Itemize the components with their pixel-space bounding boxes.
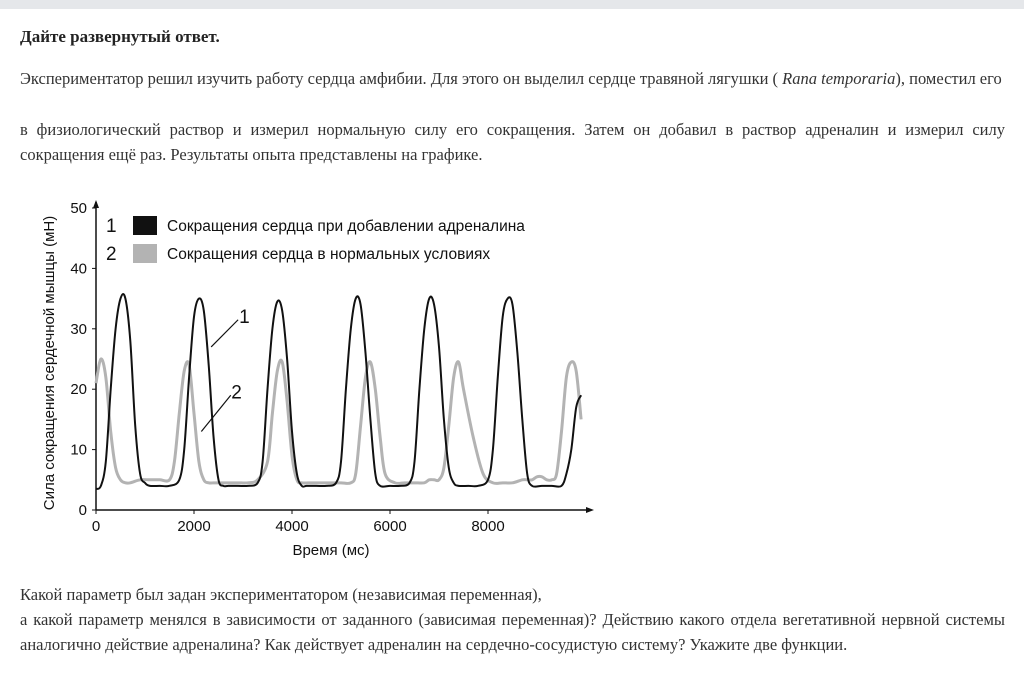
y-tick-label: 30 — [70, 320, 87, 338]
legend-number-2: 2 — [106, 244, 117, 265]
y-tick-label: 40 — [70, 260, 87, 278]
task-paragraph: в физиологический раствор и измерил нормальную силу его сокращения. Затем он добавил в раствор адреналин и измерил силу сокращения ещё раз. Результаты опыта представлены на графике. — [20, 120, 1005, 164]
x-tick-label: 8000 — [471, 518, 505, 535]
annotation-label-2: 2 — [231, 382, 242, 404]
question-line-1: Какой параметр был задан экспериментатором (независимая переменная), — [20, 585, 542, 604]
x-tick-label: 4000 — [275, 518, 309, 535]
contraction-chart — [36, 194, 596, 564]
x-tick-label: 2000 — [177, 518, 211, 535]
chart-legend — [106, 216, 525, 265]
question-line-2: а какой параметр менялся в зависимости от заданного (зависимая переменная)? Действию какого отдела вегетативной нервной системы аналогично действие адреналина? Как действует адреналин на сердечно-сосудистую систему? Укажите две функции. — [20, 610, 1005, 654]
y-tick-label: 50 — [70, 200, 87, 217]
chart-series — [96, 294, 581, 489]
series-line-2 — [96, 359, 581, 484]
y-tick-label: 20 — [70, 381, 87, 399]
legend-swatch-1 — [133, 216, 157, 235]
question-text — [20, 582, 1005, 657]
legend-label-2: Сокращения сердца в нормальных условиях — [167, 246, 491, 263]
legend-swatch-2 — [133, 244, 157, 263]
legend-number-1: 1 — [106, 216, 117, 237]
top-bar — [0, 0, 1024, 9]
task-intro — [20, 66, 1005, 91]
x-axis-arrow — [586, 507, 594, 513]
legend-label-1: Сокращения сердца при добавлении адреналина — [167, 218, 525, 235]
task-heading: Дайте развернутый ответ. — [20, 27, 220, 46]
x-axis-label: Время (мс) — [292, 542, 370, 559]
y-tick-label: 10 — [70, 441, 87, 459]
y-axis-arrow — [93, 200, 99, 208]
annotation-leader-2 — [201, 395, 230, 431]
x-tick-label: 0 — [91, 518, 101, 535]
annotation-leader-1 — [211, 320, 238, 347]
series-line-1 — [96, 294, 581, 489]
x-tick-label: 6000 — [373, 518, 407, 535]
intro-text-start: Экспериментатор решил изучить работу сердца амфибии. Для этого он выделил сердце травяной лягушки ( — [20, 69, 783, 88]
y-axis-label: Сила сокращения сердечной мышцы (мН) — [41, 215, 58, 511]
intro-text-end: ), поместил его — [895, 69, 1002, 88]
y-tick-label: 0 — [78, 502, 87, 519]
annotation-label-1: 1 — [239, 306, 250, 328]
species-name: Rana temporaria — [782, 69, 896, 88]
